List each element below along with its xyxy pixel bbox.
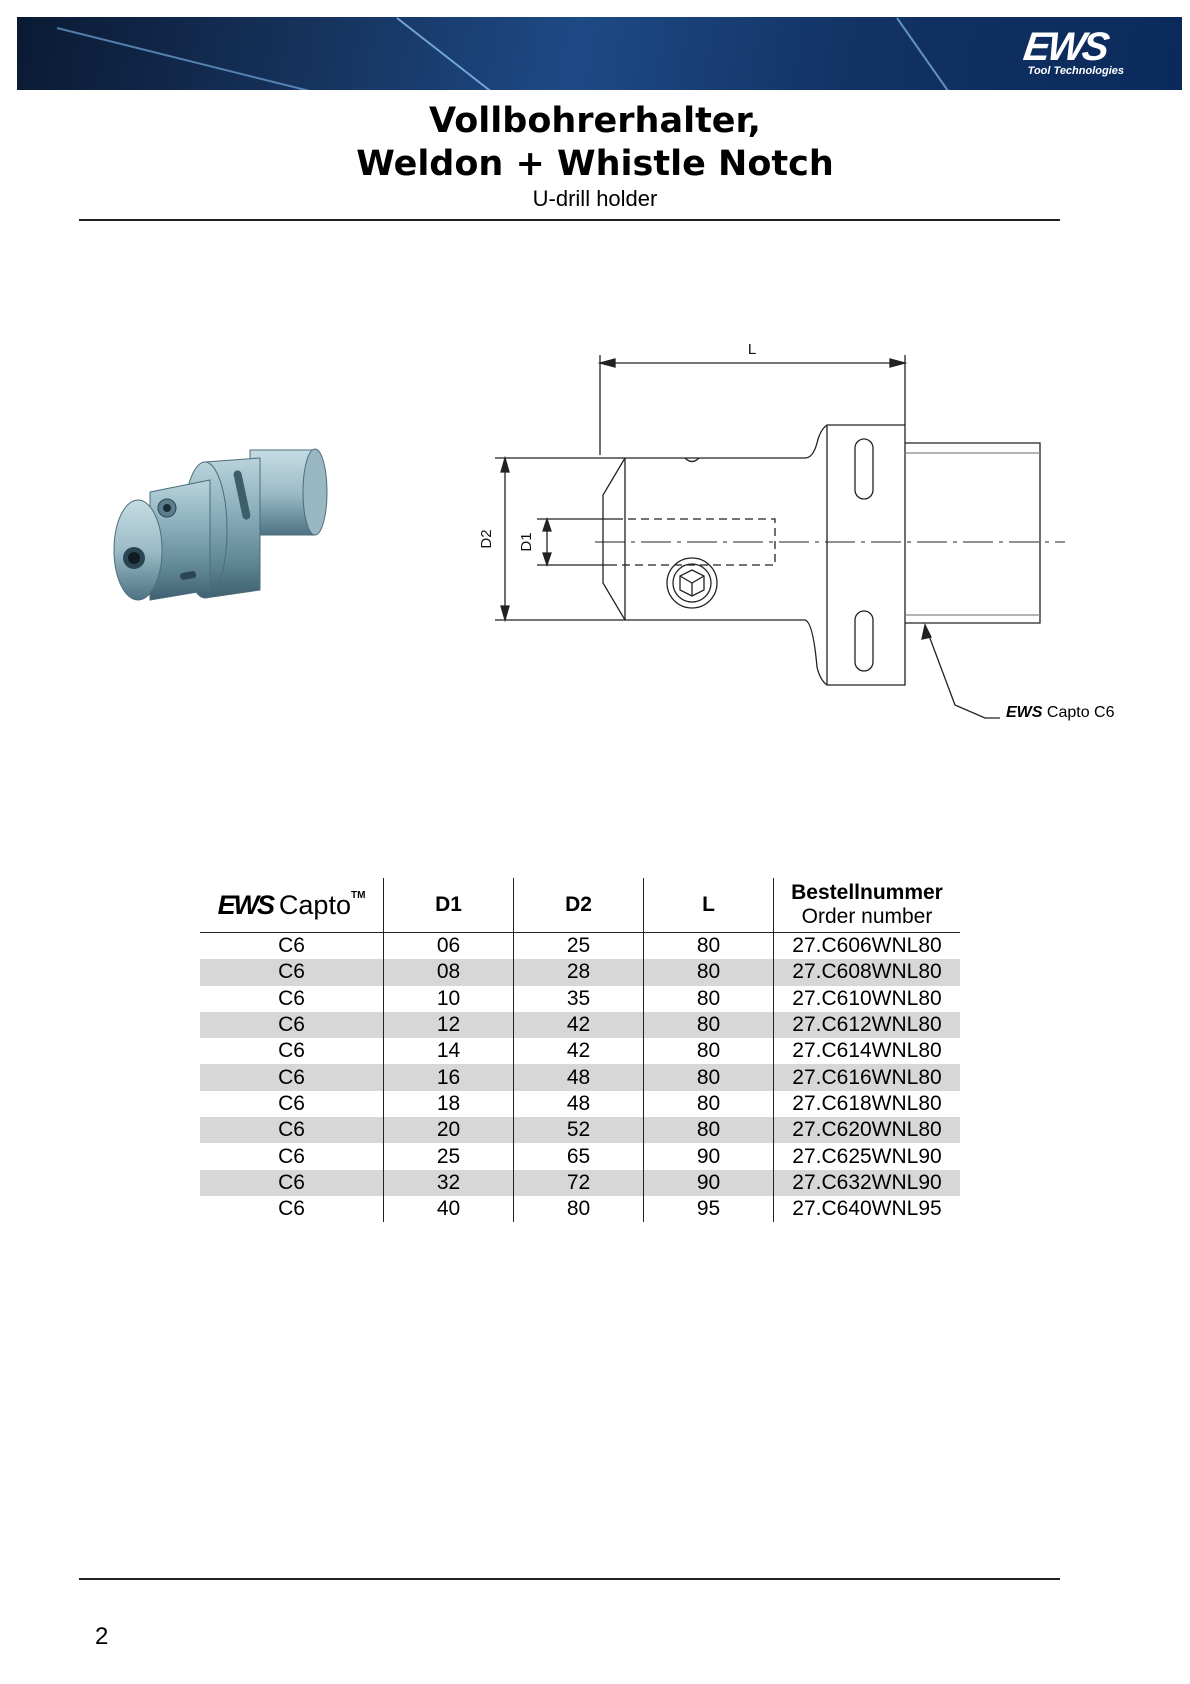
cell-d2: 80 [514,1196,644,1222]
ews-logo [1020,25,1124,77]
cell-d2: 52 [514,1117,644,1143]
dim-label-D2: D2 [478,529,495,549]
cell-l: 80 [644,933,774,960]
header-capto-word: Capto [278,889,351,920]
spec-table [200,878,960,1222]
cell-d1: 40 [384,1196,514,1222]
cell-d1: 06 [384,933,514,960]
header-trademark: TM [350,889,366,901]
cell-order: 27.C610WNL80 [774,986,961,1012]
page-subtitle: U-drill holder [532,186,658,211]
cell-d1: 18 [384,1091,514,1117]
cell-l: 90 [644,1143,774,1169]
page-title-line1: Vollbohrerhalter, [429,101,761,141]
cell-order: 27.C606WNL80 [774,933,961,960]
cell-capto: C6 [200,1170,384,1196]
cell-d2: 72 [514,1170,644,1196]
page-number: 2 [95,1623,109,1650]
cell-capto: C6 [278,1039,305,1063]
cell-l: 80 [644,1064,774,1090]
dim-label-D1: D1 [518,532,535,552]
logo-tagline: Tool Technologies [1027,65,1124,77]
cell-d1: 32 [384,1170,514,1196]
table-row [200,1012,960,1038]
cell-d1: 08 [384,959,514,985]
cell-d1: 25 [384,1143,514,1169]
cell-l: 80 [644,986,774,1012]
cell-d2: 48 [514,1064,644,1090]
table-row [200,1170,960,1196]
header-banner [17,17,1182,90]
cell-d2: 48 [514,1091,644,1117]
header-order-en: Order number [801,905,933,928]
header-d2: D2 [514,878,644,933]
cell-d1: 12 [384,1012,514,1038]
header-order-de: Bestellnummer [791,881,943,904]
cell-l: 80 [644,1038,774,1064]
cell-d1: 16 [384,1064,514,1090]
table-row [200,986,960,1012]
table-row [200,1143,960,1169]
logo-word: EWS [1020,25,1109,69]
cell-order: 27.C632WNL90 [774,1170,961,1196]
cell-l: 90 [644,1170,774,1196]
product-photo [110,440,350,630]
cell-d1: 20 [384,1117,514,1143]
table-row [200,1038,960,1064]
cell-order: 27.C608WNL80 [774,959,961,985]
header-capto [200,878,384,933]
table-row [200,1091,960,1117]
cell-l: 80 [644,959,774,985]
cell-d2: 42 [514,1038,644,1064]
top-divider [79,219,1060,221]
cell-order: 27.C618WNL80 [774,1091,961,1117]
cell-d2: 25 [514,933,644,960]
cell-d1: 14 [384,1038,514,1064]
cell-capto: C6 [278,1144,305,1168]
cell-capto: C6 [200,1012,384,1038]
cell-capto: C6 [278,1197,305,1221]
header-l: L [644,878,774,933]
table-row [200,959,960,985]
cell-capto: C6 [278,1091,305,1115]
cell-l: 80 [644,1117,774,1143]
header-d1: D1 [384,878,514,933]
cell-order: 27.C616WNL80 [774,1064,961,1090]
dim-label-L: L [747,341,757,358]
capto-callout-text: Capto C6 [1046,704,1115,721]
header-brand: EWS [217,889,274,920]
cell-order: 27.C625WNL90 [774,1143,961,1169]
cell-d2: 42 [514,1012,644,1038]
cell-d2: 28 [514,959,644,985]
page-title-line2: Weldon + Whistle Notch [356,144,834,184]
cell-d2: 65 [514,1143,644,1169]
cell-d1: 10 [384,986,514,1012]
cell-capto: C6 [278,934,305,958]
cell-capto: C6 [200,1064,384,1090]
capto-callout [1006,704,1115,722]
table-row [200,1196,960,1222]
cell-capto: C6 [278,986,305,1010]
table-row [200,933,960,960]
cell-d2: 35 [514,986,644,1012]
cell-capto: C6 [200,1117,384,1143]
cell-order: 27.C614WNL80 [774,1038,961,1064]
cell-order: 27.C612WNL80 [774,1012,961,1038]
table-row [200,1064,960,1090]
header-order [774,878,961,933]
cell-capto: C6 [200,959,384,985]
cell-l: 80 [644,1012,774,1038]
cell-l: 95 [644,1196,774,1222]
capto-callout-brand: EWS [1006,704,1043,721]
cell-order: 27.C620WNL80 [774,1117,961,1143]
table-row [200,1117,960,1143]
bottom-divider [79,1578,1060,1580]
cell-order: 27.C640WNL95 [774,1196,961,1222]
cell-l: 80 [644,1091,774,1117]
table-header-row [200,878,960,933]
technical-drawing [455,325,1155,735]
